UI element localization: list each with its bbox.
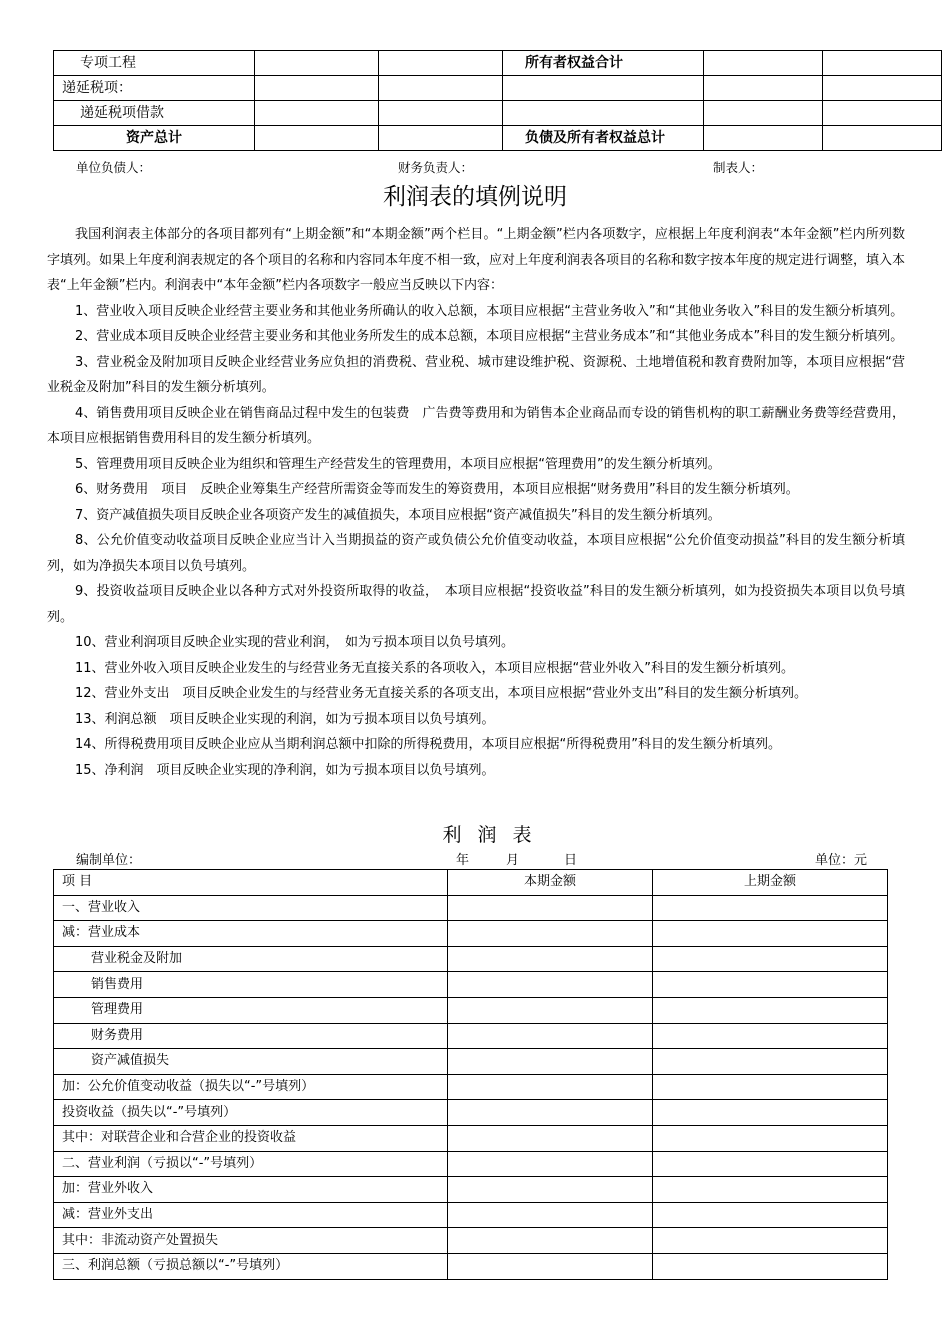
prior-amount-cell [653, 1125, 888, 1151]
table-row [54, 51, 942, 76]
table-row [54, 895, 888, 921]
table-row [54, 1151, 888, 1177]
table-row [54, 1100, 888, 1126]
prior-amount-cell [653, 921, 888, 947]
table-row [54, 1049, 888, 1075]
table-row [54, 1202, 888, 1228]
balance-amount-cell [704, 101, 823, 126]
explanation-item: 12、营业外支出 项目反映企业发生的与经营业务无直接关系的各项支出，本项目应根据“营业外支出”科目的发生额分析填列。 [75, 686, 808, 701]
balance-amount-cell [255, 101, 379, 126]
explanation-item: 10、营业利润项目反映企业实现的营业利润， 如为亏损本项目以负号填列。 [75, 635, 515, 650]
income-item-label: 加：营业外收入 [54, 1177, 448, 1203]
current-amount-cell [448, 1228, 653, 1254]
balance-amount-cell [823, 126, 942, 151]
table-row [54, 1023, 888, 1049]
explanation-item: 13、利润总额 项目反映企业实现的利润，如为亏损本项目以负号填列。 [75, 711, 495, 727]
explanation-item: 5、管理费用项目反映企业为组织和管理生产经营发生的管理费用，本项目应根据“管理费用”的发生额分析填列。 [75, 456, 721, 472]
income-item-label: 加：公允价值变动收益（损失以“-”号填列） [54, 1074, 448, 1100]
preparer-signature: 制表人： [713, 160, 764, 175]
income-item-label: 减：营业外支出 [54, 1202, 448, 1228]
balance-amount-cell [379, 51, 503, 76]
prior-amount-cell [653, 895, 888, 921]
date-year-label: 年 [456, 853, 470, 868]
current-amount-cell [448, 1100, 653, 1126]
explanation-item: 11、营业外收入项目反映企业发生的与经营业务无直接关系的各项收入，本项目应根据“营业外收入”科目的发生额分析填列。 [75, 660, 795, 676]
explanation-item: 3、营业税金及附加项目反映企业经营业务应负担的消费税、营业税、城市建设维护税、资源税、土地增值税和教育费附加等，本项目应根据“营业税金及附加”科目的发生额分析填列。 [47, 354, 905, 395]
income-item-label: 销售费用 [54, 972, 448, 998]
balance-amount-cell [823, 101, 942, 126]
balance-amount-cell [823, 76, 942, 101]
table-row [54, 126, 942, 151]
current-amount-cell [448, 1202, 653, 1228]
income-item-label: 其中：非流动资产处置损失 [54, 1228, 448, 1254]
explanation-item: 7、资产减值损失项目反映企业各项资产发生的减值损失，本项目应根据“资产减值损失”科目的发生额分析填列。 [75, 507, 721, 523]
table-row [54, 1177, 888, 1203]
income-item-label: 三、利润总额（亏损总额以“-”号填列） [54, 1253, 448, 1279]
balance-sheet-table [53, 50, 942, 151]
current-amount-cell [448, 1253, 653, 1279]
balance-amount-cell [823, 51, 942, 76]
prior-amount-cell [653, 1151, 888, 1177]
prior-amount-cell [653, 1253, 888, 1279]
income-item-label: 财务费用 [54, 1023, 448, 1049]
balance-left-label: 递延税项借款 [54, 101, 255, 126]
balance-amount-cell [379, 76, 503, 101]
current-amount-cell [448, 1049, 653, 1075]
explanation-body [47, 222, 905, 783]
prior-amount-cell [653, 1177, 888, 1203]
balance-left-label: 专项工程 [54, 51, 255, 76]
balance-right-label: 负债及所有者权益总计 [503, 126, 704, 151]
balance-left-label: 资产总计 [54, 126, 255, 151]
balance-amount-cell [379, 101, 503, 126]
income-statement-title: 利润表 [442, 824, 548, 846]
explanation-item: 15、净利润 项目反映企业实现的净利润，如为亏损本项目以负号填列。 [75, 762, 495, 778]
income-item-label: 其中：对联营企业和合营企业的投资收益 [54, 1125, 448, 1151]
prior-amount-cell [653, 972, 888, 998]
current-amount-cell [448, 1125, 653, 1151]
balance-amount-cell [704, 76, 823, 101]
current-amount-cell [448, 997, 653, 1023]
current-amount-cell [448, 946, 653, 972]
balance-left-label: 递延税项： [54, 76, 255, 101]
explanation-item: 8、公允价值变动收益项目反映企业应当计入当期损益的资产或负债公允价值变动收益，本项目应根据“公允价值变动损益”科目的发生额分析填列，如为净损失本项目以负号填列。 [47, 533, 905, 574]
explanation-intro: 我国利润表主体部分的各项目都列有“上期金额”和“本期金额”两个栏目。“上期金额”栏内各项数字，应根据上年度利润表“本年金额”栏内所列数字填列。如果上年度利润表规定的各个项目的名称和内容同本年度不相一致，应对上年度利润表各项目的名称和数字按本年度的规定进行调整，填入本表“上年金额”栏内。利润表中“本年金额”栏内各项数字一般应当反映以下内容： [47, 227, 906, 293]
prior-amount-cell [653, 1202, 888, 1228]
header-prior-amount: 上期金额 [653, 870, 888, 896]
table-row [54, 101, 942, 126]
prior-amount-cell [653, 997, 888, 1023]
table-row [54, 921, 888, 947]
current-amount-cell [448, 921, 653, 947]
income-item-label: 一、营业收入 [54, 895, 448, 921]
header-current-amount: 本期金额 [448, 870, 653, 896]
balance-right-label: 所有者权益合计 [503, 51, 704, 76]
income-item-label: 资产减值损失 [54, 1049, 448, 1075]
explanation-item: 14、所得税费用项目反映企业应从当期利润总额中扣除的所得税费用，本项目应根据“所得税费用”科目的发生额分析填列。 [75, 737, 782, 752]
income-item-label: 减：营业成本 [54, 921, 448, 947]
balance-amount-cell [379, 126, 503, 151]
table-row [54, 76, 942, 101]
table-row [54, 1253, 888, 1279]
explanation-item: 2、营业成本项目反映企业经营主要业务和其他业务所发生的成本总额，本项目应根据“主营业务成本”和“其他业务成本”科目的发生额分析填列。 [75, 329, 904, 344]
current-amount-cell [448, 1074, 653, 1100]
date-month-label: 月 [506, 853, 520, 868]
current-amount-cell [448, 972, 653, 998]
explanation-item: 9、投资收益项目反映企业以各种方式对外投资所取得的收益， 本项目应根据“投资收益”科目的发生额分析填列，如为投资损失本项目以负号填列。 [47, 584, 905, 625]
header-item: 项 目 [54, 870, 448, 896]
finance-head-signature: 财务负责人： [398, 160, 474, 175]
table-header-row [54, 870, 888, 896]
income-statement-table [53, 869, 888, 1280]
prior-amount-cell [653, 946, 888, 972]
balance-amount-cell [255, 51, 379, 76]
current-amount-cell [448, 1151, 653, 1177]
unit-label: 单位：元 [815, 853, 868, 868]
balance-amount-cell [704, 126, 823, 151]
current-amount-cell [448, 1177, 653, 1203]
current-amount-cell [448, 895, 653, 921]
table-row [54, 946, 888, 972]
date-day-label: 日 [564, 853, 578, 868]
table-row [54, 997, 888, 1023]
balance-amount-cell [255, 76, 379, 101]
table-row [54, 1074, 888, 1100]
prior-amount-cell [653, 1023, 888, 1049]
income-item-label: 管理费用 [54, 997, 448, 1023]
prepared-by-label: 编制单位： [76, 853, 142, 868]
prior-amount-cell [653, 1049, 888, 1075]
explanation-item: 6、财务费用 项目 反映企业筹集生产经营所需资金等而发生的筹资费用，本项目应根据“财务费用”科目的发生额分析填列。 [75, 482, 799, 497]
explanation-item: 1、营业收入项目反映企业经营主要业务和其他业务所确认的收入总额，本项目应根据“主营业务收入”和“其他业务收入”科目的发生额分析填列。 [75, 303, 904, 319]
explanation-title: 利润表的填例说明 [383, 184, 567, 210]
prior-amount-cell [653, 1228, 888, 1254]
income-item-label: 投资收益（损失以“-”号填列） [54, 1100, 448, 1126]
income-item-label: 营业税金及附加 [54, 946, 448, 972]
balance-right-label [503, 76, 704, 101]
current-amount-cell [448, 1023, 653, 1049]
unit-head-signature: 单位负债人： [76, 160, 152, 175]
table-row [54, 1228, 888, 1254]
table-row [54, 1125, 888, 1151]
income-item-label: 二、营业利润（亏损以“-”号填列） [54, 1151, 448, 1177]
table-row [54, 972, 888, 998]
balance-right-label [503, 101, 704, 126]
explanation-item: 4、销售费用项目反映企业在销售商品过程中发生的包装费 广告费等费用和为销售本企业商品而专设的销售机构的职工薪酬业务费等经营费用，本项目应根据销售费用科目的发生额分析填列。 [47, 405, 905, 446]
balance-amount-cell [255, 126, 379, 151]
balance-amount-cell [704, 51, 823, 76]
prior-amount-cell [653, 1074, 888, 1100]
prior-amount-cell [653, 1100, 888, 1126]
